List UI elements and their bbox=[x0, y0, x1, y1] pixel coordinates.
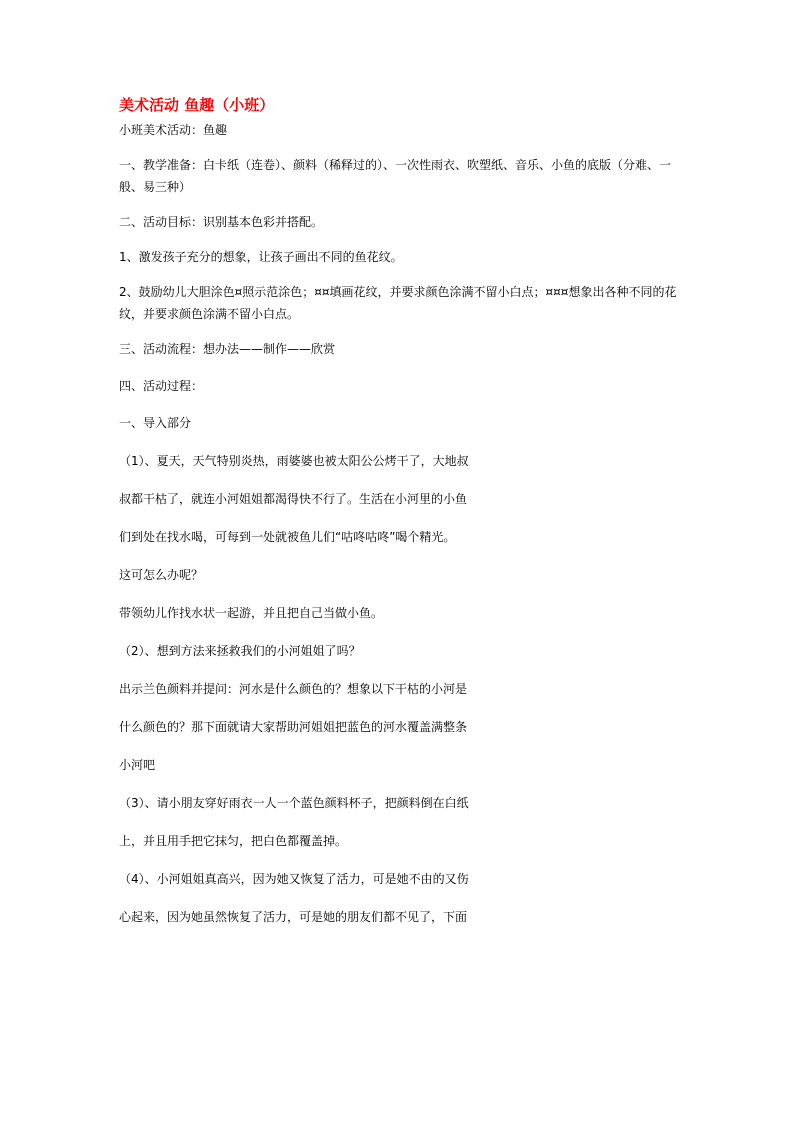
activity-process-heading: 四、活动过程： bbox=[119, 379, 204, 393]
step-2-line-1: （2）、想到方法来拯救我们的小河姐姐了吗？ bbox=[119, 644, 361, 658]
story-line-2: 叔都干枯了，就连小河姐姐都渴得快不行了。生活在小河里的小鱼 bbox=[119, 492, 468, 506]
story-line-3: 们到处在找水喝，可每到一处就被鱼儿们“咕咚咕咚”喝个精光。 bbox=[119, 530, 456, 544]
step-2-line-2: 出示兰色颜料并提问：河水是什么颜色的？想象以下干枯的小河是 bbox=[119, 682, 468, 696]
goal-item-2-paragraph: 2、鼓励幼儿大胆涂色¤照示范涂色；¤¤填画花纹，并要求颜色涂满不留小白点；¤¤¤想象出各种不同的花纹，并要求颜色涂满不留小白点。 bbox=[119, 285, 677, 321]
step-4-line-1: （4）、小河姐姐真高兴，因为她又恢复了活力，可是她不由的又伤 bbox=[119, 872, 469, 886]
intro-section-heading: 一、导入部分 bbox=[119, 416, 192, 430]
step-2-line-4: 小河吧 bbox=[119, 758, 156, 772]
subtitle-paragraph: 小班美术活动：鱼趣 bbox=[119, 123, 228, 137]
teaching-preparation-paragraph: 一、教学准备：白卡纸（连卷）、颜料（稀释过的）、一次性雨衣、吹塑纸、音乐、小鱼的底版（分难、一般、易三种） bbox=[119, 158, 672, 194]
story-line-4: 这可怎么办呢？ bbox=[119, 568, 204, 582]
activity-flow-paragraph: 三、活动流程：想办法——制作——欣赏 bbox=[119, 342, 336, 356]
step-4-line-2: 心起来，因为她虽然恢复了活力，可是她的朋友们都不见了，下面 bbox=[119, 910, 468, 924]
step-3-line-2: 上，并且用手把它抹匀，把白色都覆盖掉。 bbox=[119, 834, 348, 848]
step-2-line-3: 什么颜色的？那下面就请大家帮助河姐姐把蓝色的河水覆盖满整条 bbox=[119, 720, 468, 734]
document-title: 美术活动 鱼趣（小班） bbox=[119, 96, 275, 114]
activity-goal-paragraph: 二、活动目标：识别基本色彩并搭配。 bbox=[119, 215, 324, 229]
document-body bbox=[119, 95, 679, 928]
story-line-1: （1）、夏天，天气特别炎热，雨婆婆也被太阳公公烤干了，大地叔 bbox=[119, 454, 469, 468]
step-3-line-1: （3）、请小朋友穿好雨衣一人一个蓝色颜料杯子，把颜料倒在白纸 bbox=[119, 796, 469, 810]
story-line-5: 带领幼儿作找水状一起游，并且把自己当做小鱼。 bbox=[119, 606, 384, 620]
goal-item-1-paragraph: 1、激发孩子充分的想象，让孩子画出不同的鱼花纹。 bbox=[119, 250, 403, 264]
